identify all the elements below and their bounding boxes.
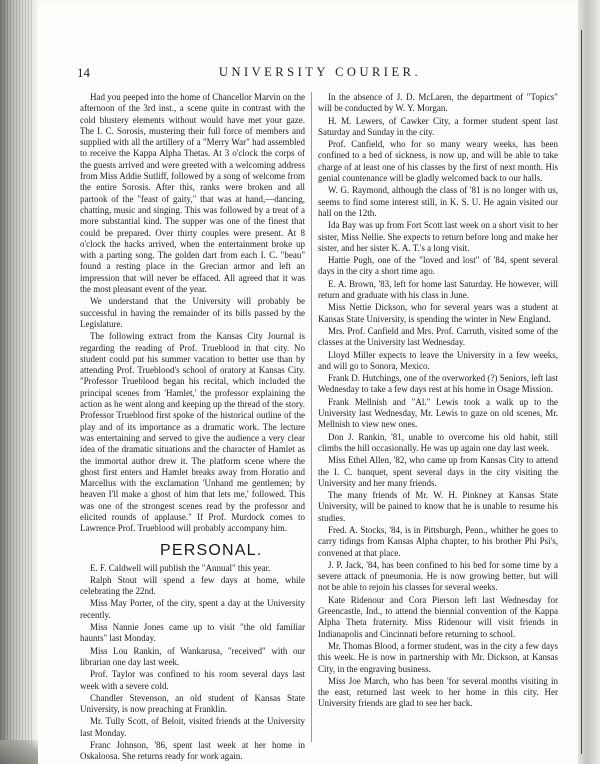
personal-item: Miss May Porter, of the city, spent a day at the University recently. — [80, 598, 305, 620]
article-paragraph: We understand that the University will probably be successful in having the remainder of its bills passed by the Legislature. — [80, 296, 305, 329]
personal-item: Miss Ethel Allen, '82, who came up from Kansas City to attend the I. C. banquet, spent several days in the city visiting the University and her many friends. — [318, 455, 558, 488]
book-binding-gutter — [0, 0, 38, 764]
left-column — [80, 92, 305, 764]
journal-title: UNIVERSITY COURIER. — [218, 65, 422, 79]
page-header — [77, 65, 560, 81]
personal-item: Mrs. Prof. Canfield and Mrs. Prof. Carruth, visited some of the classes at the University last Wednesday. — [318, 325, 558, 348]
personal-item: J. P. Jack, '84, has been confined to his bed for some time by a severe attack of pneumonia. He is now growing better, but will not be able to rejoin his classes for several weeks. — [318, 559, 558, 593]
personal-item: Mr. Tully Scott, of Beloit, visited friends at the University last Monday. — [80, 716, 305, 738]
page-number: 14 — [77, 65, 90, 80]
personal-item: Kate Ridenour and Cora Pierson left last Wednesday for Greencastle, Ind., to attend the biennial convention of the Kappa Alpha Theta fraternity. Miss Ridenour will visit friends in Indianapolis and Cincinnati before returning to school. — [318, 594, 558, 639]
personal-item: Franc Johnson, '86, spent last week at her home in Oskaloosa. She returns ready for work again. — [80, 740, 305, 762]
facing-page-edge — [578, 0, 600, 764]
personal-item: Prof. Canfield, who for so many weary weeks, has been confined to a bed of sickness, is now up, and will be able to take charge of at least one of his classes by the first of next month. His genial countenance will be gladly welcomed back to our halls. — [318, 139, 558, 184]
personal-item: Frank D. Hutchings, one of the overworked (?) Seniors, left last Wednesday to take a few days rest at his home in Osage Mission. — [318, 373, 558, 395]
personal-item: Miss Lou Rankin, of Wankarusa, "received" with our librarian one day last week. — [80, 645, 305, 667]
column-divider — [311, 92, 312, 742]
personal-item: Frank Mellnish and "Al." Lewis took a walk up to the University last Wednesday, Mr. Lewis to gaze on old scenes, Mr. Mellnish to view new ones. — [318, 396, 558, 430]
personal-item: Miss Nannie Jones came up to visit "the old familiar haunts" last Monday. — [80, 622, 305, 644]
personal-item: Mr. Thomas Blood, a former student, was in the city a few days this week. He is now in partnership with Mr. Dickson, at Kansas City, in the engraving business. — [318, 640, 558, 674]
personal-item: Hattie Pugh, one of the "loved and lost" of '84, spent several days in the city a short time ago. — [318, 255, 558, 277]
personal-item: Chandler Stevenson, an old student of Kansas State University, is now preaching at Franklin. — [80, 692, 305, 715]
personal-item: Miss Joe March, who has been 'for several months visiting in the east, returned last week to her home in this city. Her University friends are glad to see her back. — [318, 675, 558, 709]
section-heading-personal: PERSONAL. — [160, 541, 263, 559]
personal-item: Fred. A. Stocks, '84, is in Pittsburgh, Penn., whither he goes to carry tidings from Kansas Alpha chapter, to his brother Phi Psi's, convened at that place. — [318, 524, 558, 558]
personal-item: Lloyd Miller expects to leave the University in a few weeks, and will go to Sonora, Mexico. — [318, 349, 558, 371]
personal-item: Miss Nettie Dickson, who for several years was a student at Kansas State University, is spending the winter in New England. — [318, 302, 558, 324]
personal-item: H. M. Lewers, of Cawker City, a former student spent last Saturday and Sunday in the city. — [318, 115, 558, 137]
article-paragraph: The following extract from the Kansas City Journal is regarding the reading of Prof. Trueblood in that city. No student could put his summer vacation to better use than by attending Prof. Trueblood's school of oratory at Kansas City. "Professor Trueblood began his recital, which included the principal scenes from 'Hamlet,' the professor explaining the action as he went along and keeping up the thread of the story. Professor Trueblood first spoke of the historical outline of the play and of its importance as a dramatic work. The lecture was entertaining and served to give the audience a very clear idea of the dramatic situations and the character of Hamlet as the immortal author drew it. The platform scene where the ghost first enters and Hamlet breaks away from Horatio and Marcellus with the exclamation 'Unhand me gentlemen; by heaven I'll make a ghost of him that lets me,' followed. This was one of the strongest scenes read by the professor and elicited rounds of applause." If Prof. Murdock comes to Lawrence Prof. Trueblood will probably accompany him. — [80, 331, 305, 534]
personal-item: Ralph Stout will spend a few days at home, while celebrating the 22nd. — [80, 574, 305, 597]
personal-item: In the absence of J. D. McLaren, the department of "Topics" will be conducted by W. Y. Morgan. — [318, 92, 558, 114]
article-paragraph: Had you peeped into the home of Chancellor Marvin on the afternoon of the 3rd inst., a scene quite in contrast with the cold blustery elements without would have met your gaze. The I. C. Sorosis, mustering their full force of members and supplied with all the artillery of a "Merry War" had assembled to receive the Kappa Alpha Thetas. At 3 o'clock the corps of the guests arrived and were greeted with a welcoming address from Miss Addie Sutliff, followed by a song of welcome from the entire Sorosis. After this, ranks were broken and all partook of the "feast of gaity," that was at hand,—dancing, chatting, music and singing. This was followed by a treat of a more substantial kind. The supper was one of the finest that could be prepared. Over thirty couples were present. At 8 o'clock the hacks arrived, when the entertainment broke up with a parting song. The golden dart from each I. C. "beau" found a resting place in the Grecian armor and left an impression that will never be effaced. All agreed that it was the most pleasant event of the year. — [80, 92, 305, 295]
personal-item: E. F. Caldwell will publish the "Annual" this year. — [90, 562, 271, 573]
personal-item: The many friends of Mr. W. H. Pinkney at Kansas State University, will be pained to know that he is unable to resume his studies. — [318, 490, 558, 523]
personal-item: Ida Bay was up from Fort Scott last week on a short visit to her sister, Miss Nellie. She expects to return before long and make her sister, and her sister K. A. T.'s a long visit. — [318, 220, 558, 253]
personal-item: E. A. Brown, '83, left for home last Saturday. He however, will return and graduate with his class in June. — [318, 278, 558, 301]
personal-item: Prof. Taylor was confined to his room several days last week with a severe cold. — [80, 669, 305, 691]
personal-item: W. G. Raymond, although the class of '81 is no longer with us, seems to find some interest still, in K. S. U. He again visited our hall on the 12th. — [318, 185, 558, 218]
personal-item: Don J. Rankin, '81, unable to overcome his old habit, still climbs the hill occasionally. He was up again one day last week. — [318, 431, 558, 453]
right-column — [318, 92, 558, 711]
